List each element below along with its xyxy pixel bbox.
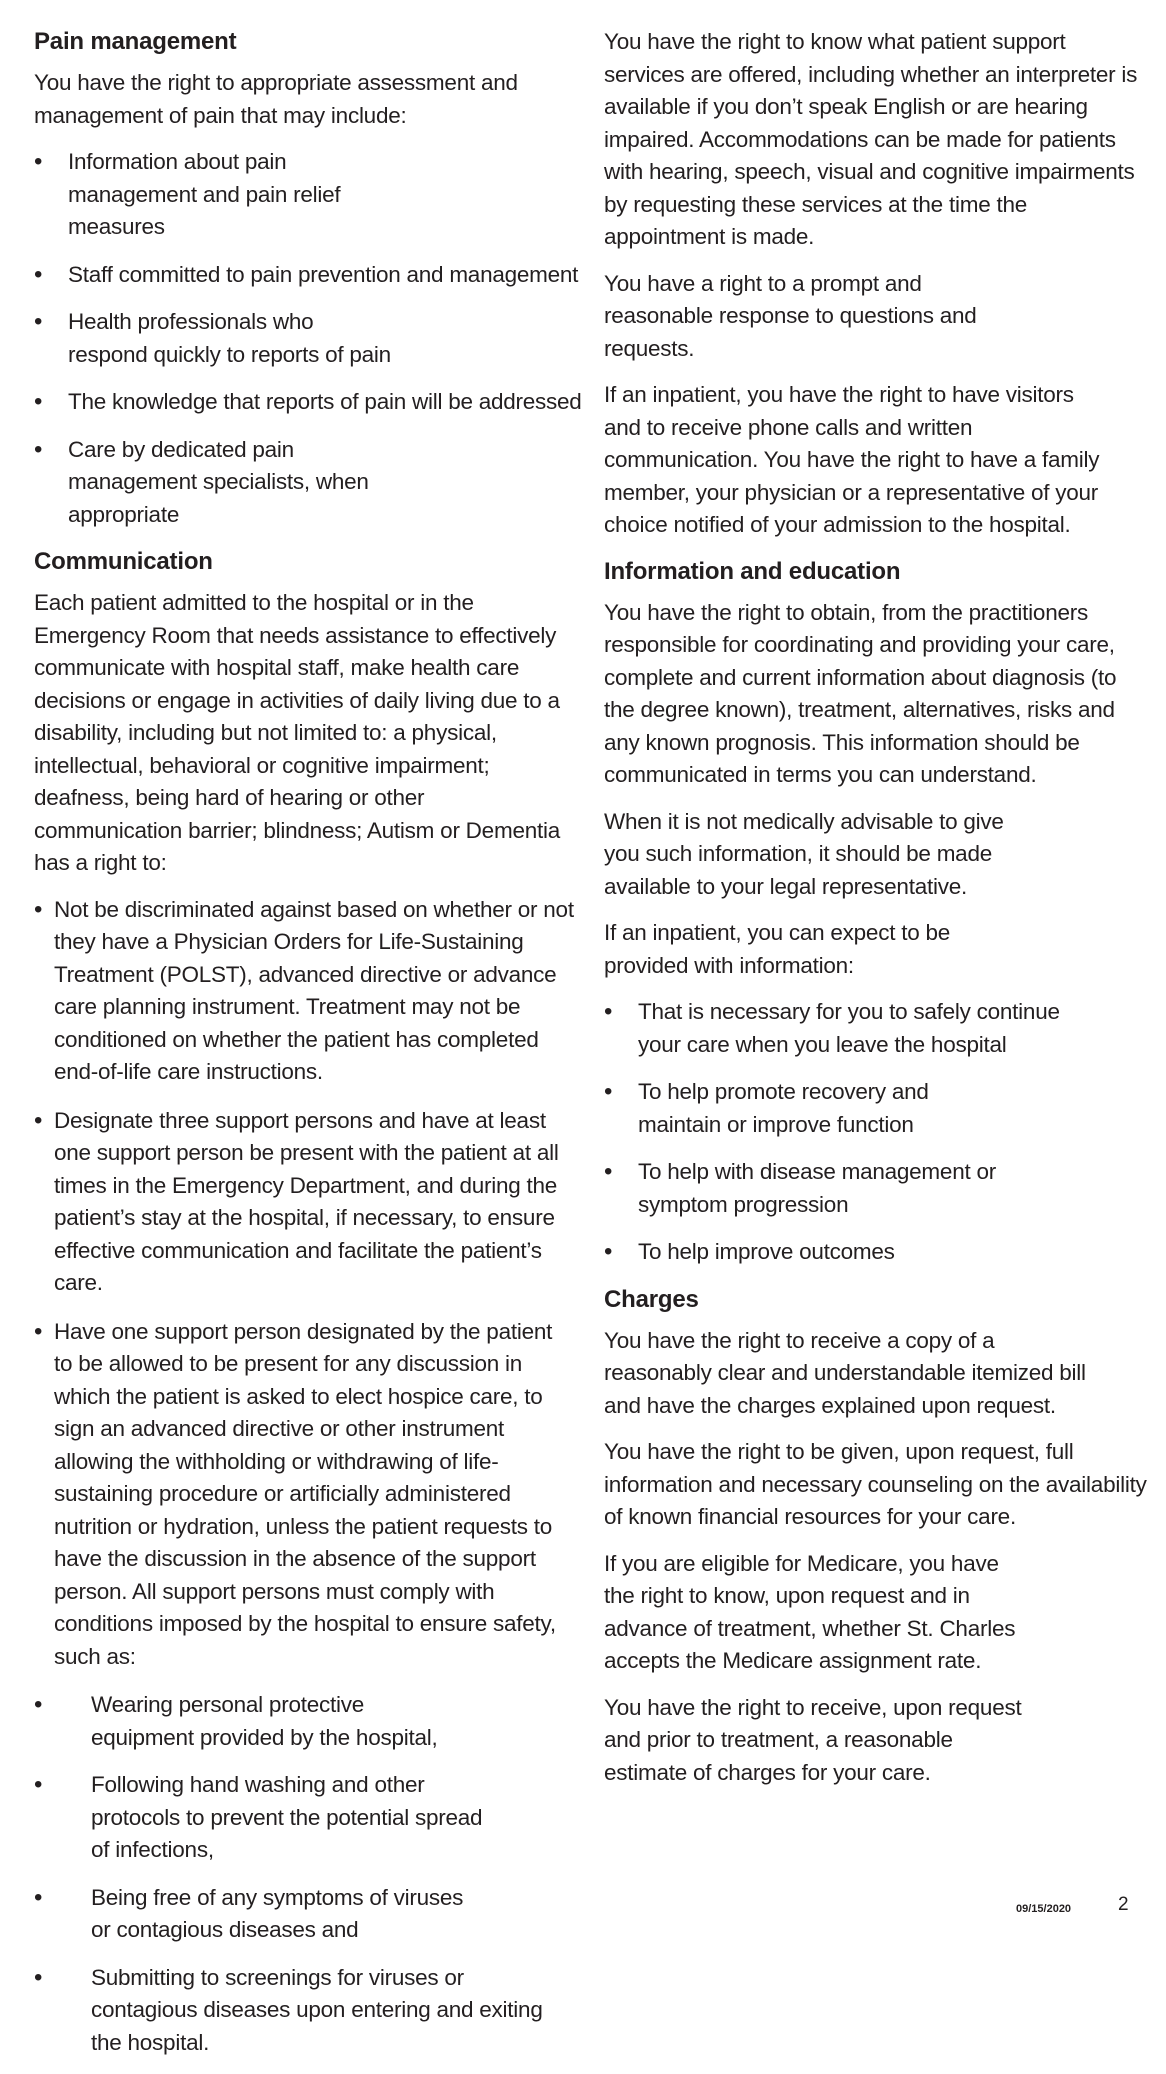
- information-list: [604, 996, 1149, 1269]
- communication-heading: Communication: [34, 548, 213, 575]
- list-item: • Being free of any symptoms of viruses or contagious diseases and: [34, 1882, 471, 1947]
- pain-management-list: [34, 146, 582, 531]
- pain-management-intro: You have the right to appropriate assessment and management of pain that may include:: [34, 70, 518, 128]
- list-item: • Care by dedicated pain management specialists, when appropriate: [34, 434, 408, 532]
- information-education-p3: If an inpatient, you can expect to be provided with information:: [604, 920, 950, 978]
- list-item: • That is necessary for you to safely continue your care when you leave the hospital: [604, 996, 1078, 1061]
- charges-p1: You have the right to receive a copy of a reasonably clear and understandable itemized bill and have the charges explained upon request.: [604, 1327, 1086, 1418]
- charges-heading: Charges: [604, 1285, 699, 1313]
- left-column: [34, 26, 582, 2074]
- charges-p4: You have the right to receive, upon request and prior to treatment, a reasonable estimate of charges for your care.: [604, 1694, 1022, 1785]
- list-item: • Have one support person designated by the patient to be allowed to be present for any discussion in which the patient is asked to elect hospice care, to sign an advanced directive or other instrument allowing the withholding or withdrawing of life-sustaining procedure or artificially administered nutrition or hydration, unless the patient requests to have the discussion in the absence of the support person. All support persons must comply with conditions imposed by the hospital to ensure safety, such as:: [34, 1316, 574, 1674]
- list-item: • To help improve outcomes: [604, 1236, 1149, 1269]
- list-item: • Information about pain management and pain relief measures: [34, 146, 408, 244]
- communication-rights-list: [34, 894, 574, 1674]
- list-item: • Wearing personal protective equipment provided by the hospital,: [34, 1689, 451, 1754]
- page-number: 2: [1118, 1894, 1129, 1915]
- list-item: • Health professionals who respond quickly to reports of pain: [34, 306, 398, 371]
- list-item: • To help with disease management or symptom progression: [604, 1156, 1008, 1221]
- list-item: • Staff committed to pain prevention and management: [34, 259, 608, 292]
- footer-date: 09/15/2020: [1016, 1903, 1072, 1915]
- support-services-paragraph: You have the right to know what patient support services are offered, including whether an interpreter is available if you don’t speak English or are hearing impaired. Accommodations can be made for patients with hearing, speech, visual and cognitive impairments by requesting these services at the time the appointment is made.: [604, 29, 1138, 249]
- charges-p3: If you are eligible for Medicare, you have the right to know, upon request and in advance of treatment, whether St. Charles accepts the Medicare assignment rate.: [604, 1550, 1016, 1673]
- pain-management-heading: Pain management: [34, 28, 237, 55]
- information-education-heading: Information and education: [604, 557, 901, 585]
- list-item: • The knowledge that reports of pain will be addressed: [34, 386, 608, 419]
- list-item: • Submitting to screenings for viruses or contagious diseases upon entering and exiting the hospital.: [34, 1962, 574, 2060]
- list-item: • Not be discriminated against based on whether or not they have a Physician Orders for Life-Sustaining Treatment (POLST), advanced directive or advance care planning instrument. Treatment may not be conditioned on whether the patient has completed end-of-life care instructions.: [34, 894, 574, 1089]
- right-column: [604, 26, 1149, 1803]
- charges-p2: You have the right to be given, upon request, full information and necessary counseling on the availability of known financial resources for your care.: [604, 1439, 1147, 1529]
- information-education-section: [604, 556, 1149, 1269]
- information-education-p2: When it is not medically advisable to give you such information, it should be made available to your legal representative.: [604, 808, 1004, 899]
- communication-section: [34, 546, 574, 2059]
- visitors-paragraph: If an inpatient, you have the right to have visitors and to receive phone calls and written communication. You have the right to have a family member, your physician or a representative of your choice notified of your admission to the hospital.: [604, 382, 1100, 537]
- list-item: • Following hand washing and other protocols to prevent the potential spread of infections,: [34, 1769, 501, 1867]
- list-item: • Designate three support persons and have at least one support person be present with the patient at all times in the Emergency Department, and during the patient’s stay at the hospital, if necessary, to ensure effective communication and facilitate the patient’s care.: [34, 1105, 574, 1300]
- prompt-response-paragraph: You have a right to a prompt and reasonable response to questions and requests.: [604, 270, 977, 361]
- charges-section: [604, 1284, 1149, 1790]
- information-education-p1: You have the right to obtain, from the practitioners responsible for coordinating and providing your care, complete and current information about diagnosis (to the degree known), treatment, alternatives, risks and any known prognosis. This information should be communicated in terms you can understand.: [604, 599, 1117, 787]
- list-item: • To help promote recovery and maintain or improve function: [604, 1076, 968, 1141]
- pain-management-section: [34, 26, 582, 531]
- communication-intro: Each patient admitted to the hospital or in the Emergency Room that needs assistance to effectively communicate with hospital staff, make health care decisions or engage in activities of daily living due to a disability, including but not limited to: a physical, intellectual, behavioral or cognitive impairment; deafness, being hard of hearing or other communication barrier; blindness; Autism or Dementia has a right to:: [34, 590, 560, 875]
- support-person-conditions-list: [34, 1689, 574, 2059]
